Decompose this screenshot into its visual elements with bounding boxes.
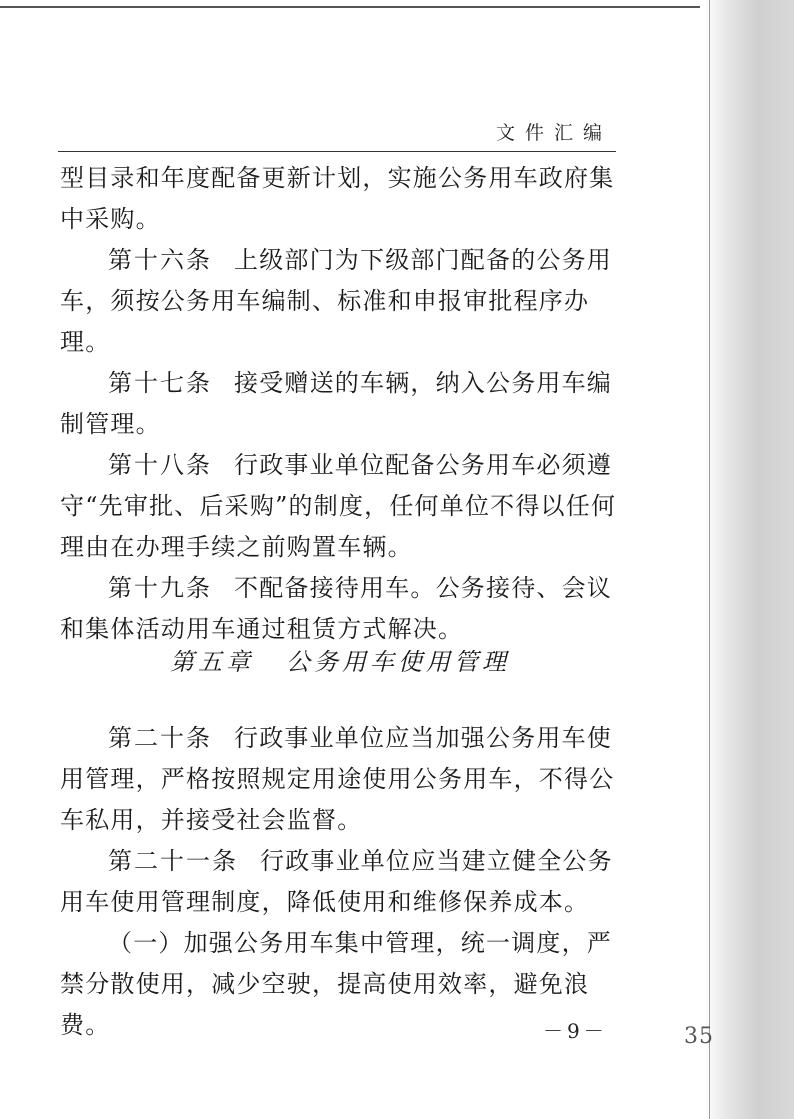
article-21 (60, 841, 620, 923)
running-header: 文件汇编 (495, 122, 612, 144)
article-label: 第十七条 (108, 369, 212, 397)
scan-edge-line (709, 0, 710, 1119)
article-label: 第十八条 (108, 451, 212, 479)
clause-text: （一）加强公务用车集中管理，统一调度，严禁分散使用，减少空驶，提高使用效率，避免浪费。 (60, 929, 612, 1039)
chapter-title: 公务用车使用管理 (286, 648, 510, 676)
clause-1 (60, 923, 620, 1046)
scan-top-border (0, 6, 700, 8)
paragraph-continuation (60, 158, 620, 240)
article-20 (60, 718, 620, 841)
article-text: 行政事业单位应当建立健全公务用车使用管理制度，降低使用和维修保养成本。 (60, 847, 613, 916)
article-label: 第十六条 (108, 246, 212, 274)
body-text-top (60, 158, 620, 650)
article-text: 上级部门为下级部门配备的公务用车，须按公务用车编制、标准和申报审批程序办理。 (60, 246, 612, 356)
article-text: 不配备接待用车。公务接待、会议和集体活动用车通过租赁方式解决。 (60, 574, 612, 643)
side-page-number: 35 (684, 1024, 714, 1049)
article-text: 行政事业单位配备公务用车必须遵守“先审批、后采购”的制度，任何单位不得以任何理由在办理手续之前购置车辆。 (60, 451, 617, 561)
header-rule (58, 151, 616, 152)
page-number: －9－ (543, 1019, 608, 1043)
chapter-heading (60, 642, 620, 677)
article-16 (60, 240, 620, 363)
article-19 (60, 568, 620, 650)
article-label: 第十九条 (108, 574, 212, 602)
article-text: 接受赠送的车辆，纳入公务用车编制管理。 (60, 369, 612, 438)
chapter-number: 第五章 (170, 648, 254, 676)
paragraph-text: 型目录和年度配备更新计划，实施公务用车政府集中采购。 (60, 164, 615, 233)
article-18 (60, 445, 620, 568)
article-label: 第二十一条 (108, 847, 238, 875)
body-text-bottom (60, 718, 620, 1046)
article-text: 行政事业单位应当加强公务用车使用管理，严格按照规定用途使用公务用车，不得公车私用，并接受社会监督。 (60, 724, 615, 834)
article-17 (60, 363, 620, 445)
scan-edge-shadow (704, 0, 794, 1119)
article-label: 第二十条 (108, 724, 212, 752)
